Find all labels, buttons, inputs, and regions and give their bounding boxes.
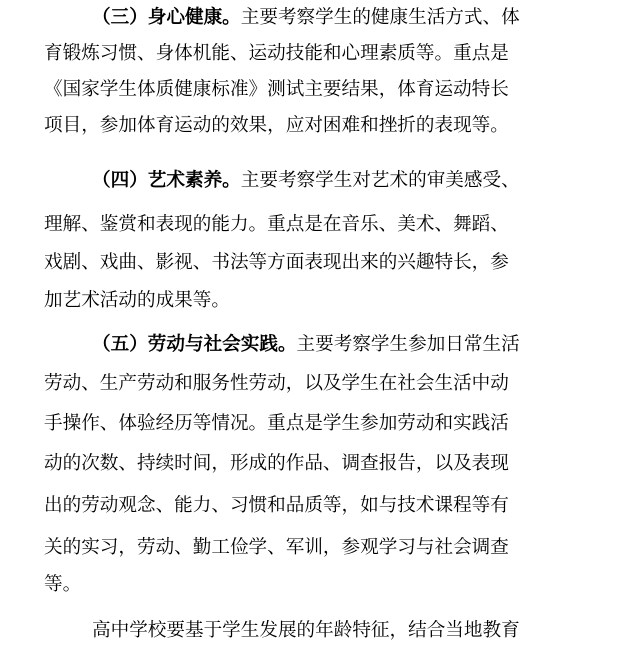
paragraph-5-line-6: 关的实习，劳动、勤工俭学、军训，参观学习与社会调查 [44,537,509,558]
paragraph-3-heading: （三）身心健康。 [92,7,241,28]
paragraph-5-line-4: 动的次数、持续时间，形成的作品、调查报告，以及表现 [44,453,509,474]
paragraph-4-line-4: 加艺术活动的成果等。 [44,290,230,311]
paragraph-3-line-1 [92,0,635,36]
paragraph-5-heading: （五）劳动与社会实践。 [92,334,297,355]
paragraph-5-text: 主要考察学生参加日常生活 [296,334,520,355]
paragraph-5-line-5: 出的劳动观念、能力、习惯和品质等，如与技术课程等有 [44,495,509,516]
paragraph-4-line-2: 理解、鉴赏和表现的能力。重点是在音乐、美术、舞蹈、 [44,214,509,235]
paragraph-3-line-2: 育锻炼习惯、身体机能、运动技能和心理素质等。重点是 [44,43,509,64]
paragraph-6-line-1: 高中学校要基于学生发展的年龄特征，结合当地教育 [92,620,520,641]
paragraph-3-line-4: 项目，参加体育运动的效果，应对困难和挫折的表现等。 [44,115,509,136]
paragraph-4-line-1 [92,163,635,199]
paragraph-4-text: 主要考察学生对艺术的审美感受、 [240,170,520,191]
paragraph-5-line-2: 劳动、生产劳动和服务性劳动，以及学生在社会生活中动 [44,373,509,394]
paragraph-3-line-3: 《国家学生体质健康标准》测试主要结果，体育运动特长 [44,79,509,100]
paragraph-5-line-7: 等。 [44,574,82,595]
paragraph-5-line-1 [92,327,635,363]
paragraph-4-line-3: 戏剧、戏曲、影视、书法等方面表现出来的兴趣特长，参 [44,252,509,273]
paragraph-5-line-3: 手操作、体验经历等情况。重点是学生参加劳动和实践活 [44,413,509,434]
paragraph-3-text: 主要考察学生的健康生活方式、体 [240,7,520,28]
paragraph-4-heading: （四）艺术素养。 [92,170,241,191]
